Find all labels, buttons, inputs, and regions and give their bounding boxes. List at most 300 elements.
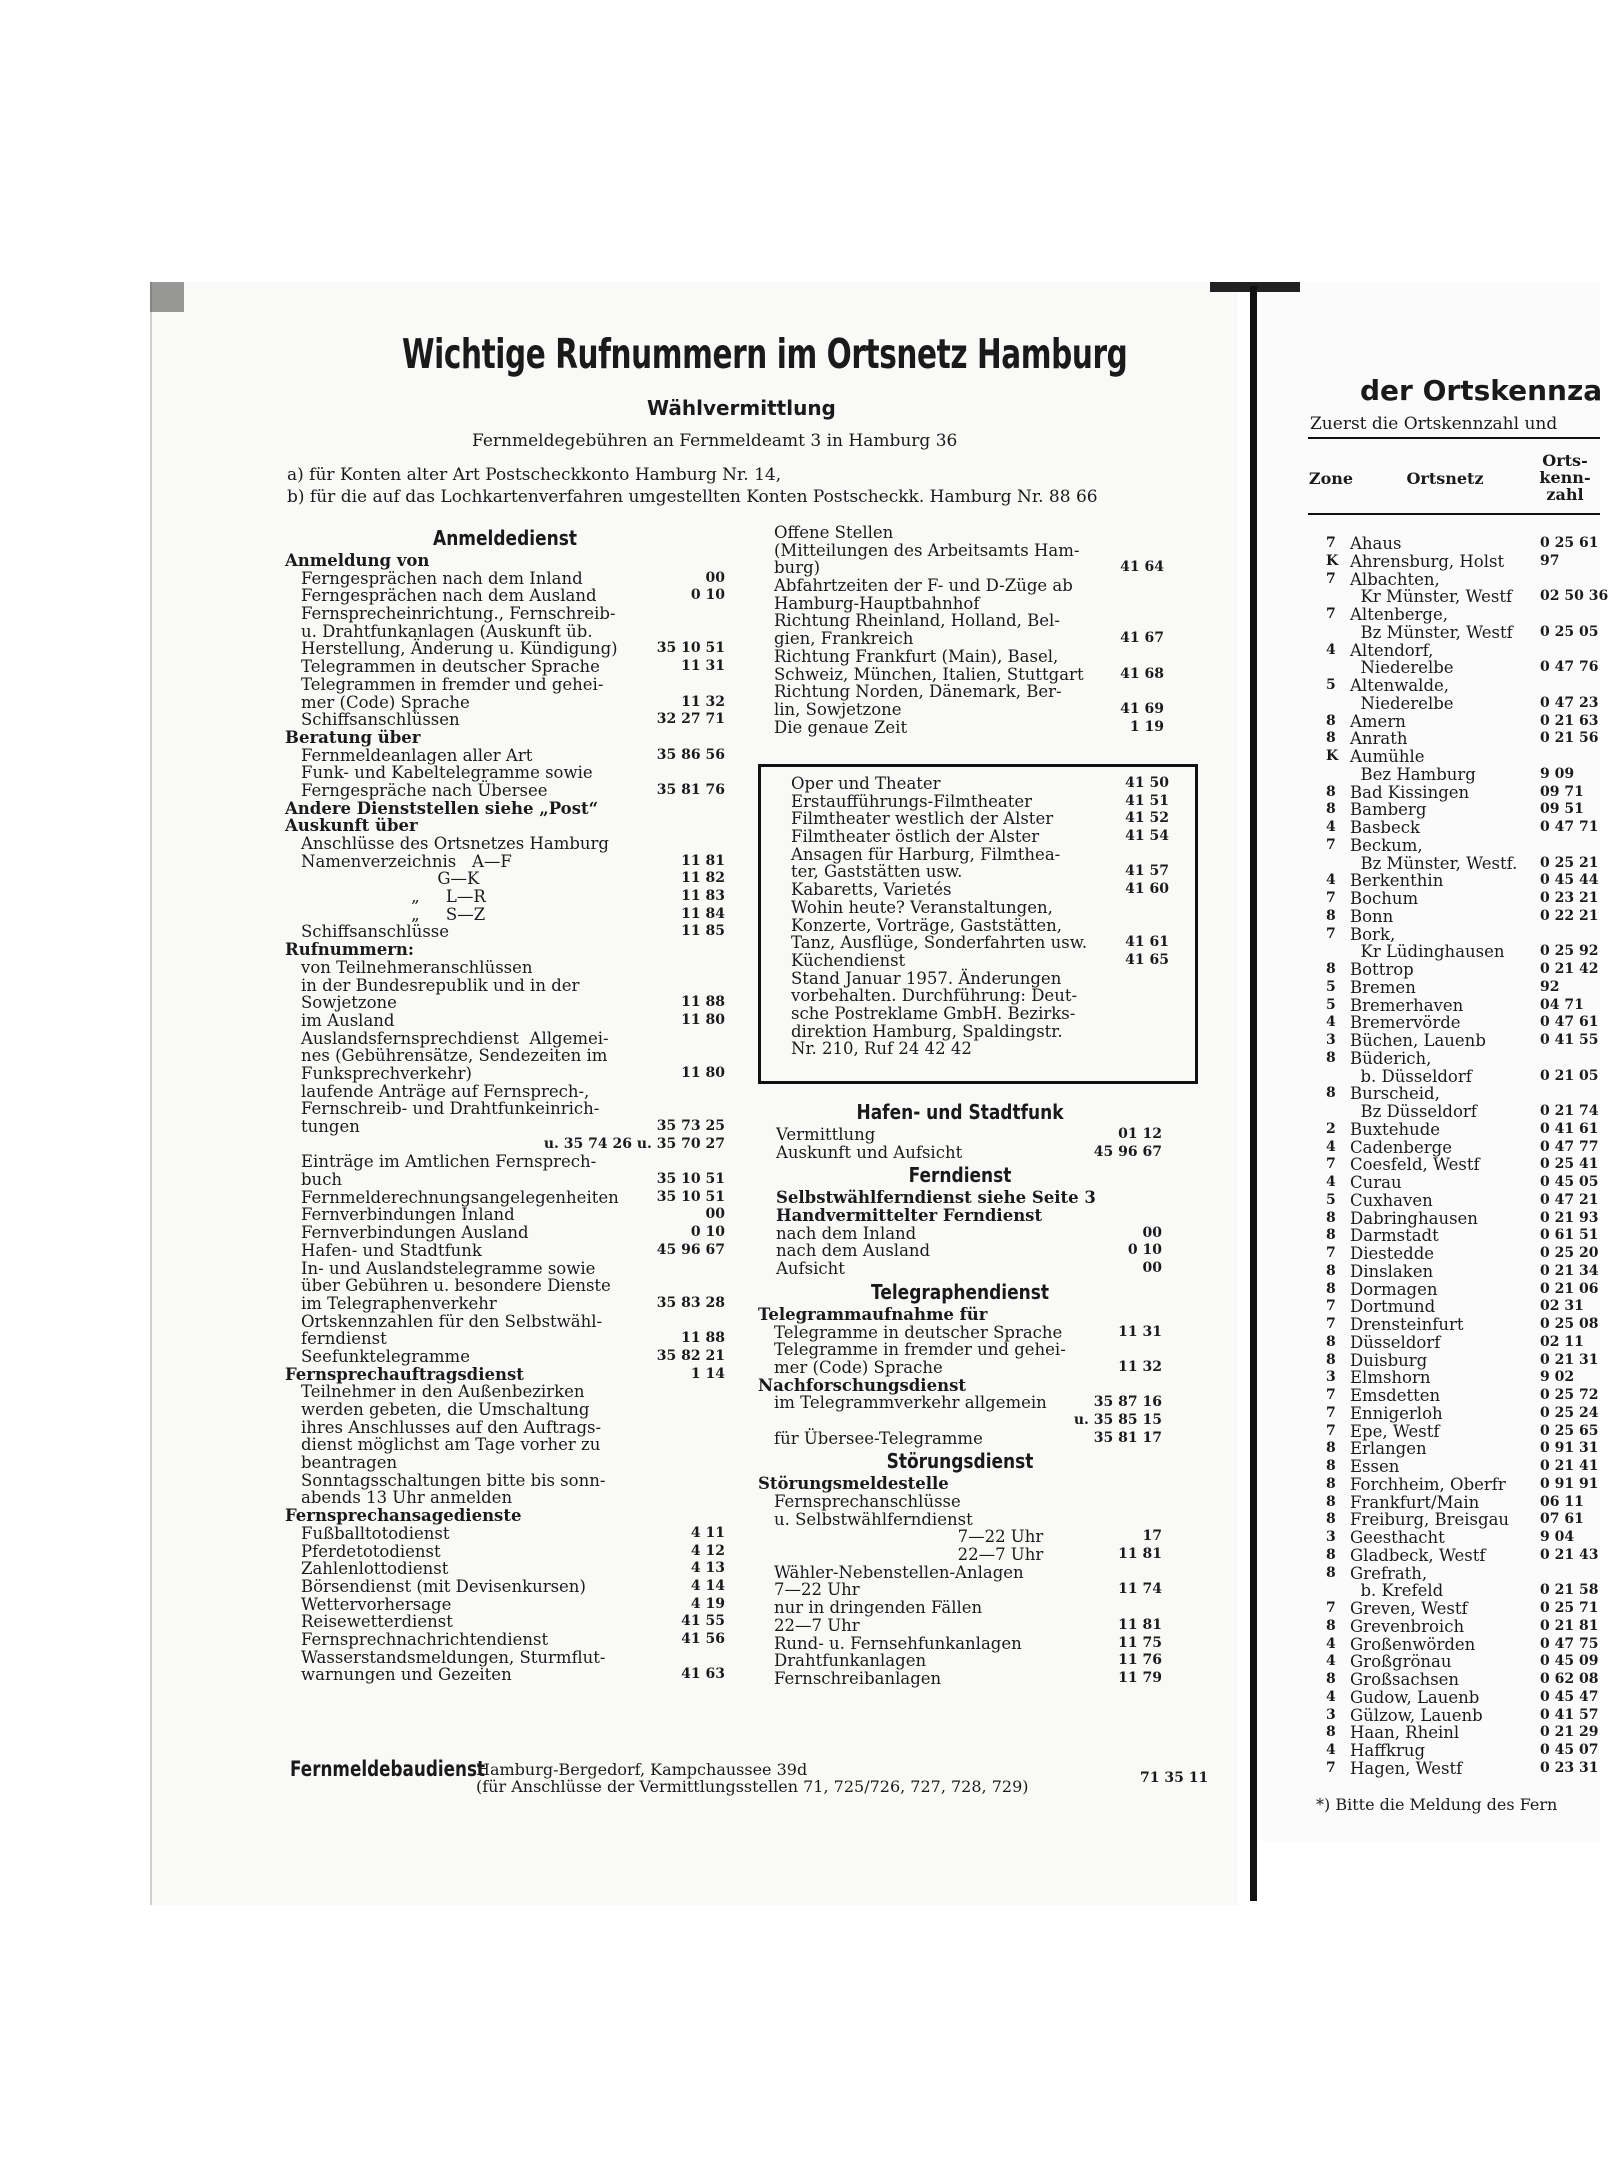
entry-number: 35 10 51 (656, 640, 725, 657)
entry-number: 0 10 (690, 587, 725, 604)
entry-number: 45 96 67 (1093, 1143, 1162, 1160)
entry-number: 11 85 (681, 923, 725, 940)
entry-row (758, 1652, 1162, 1670)
entry-number: 11 84 (681, 905, 725, 922)
ortskennzahl-row (1318, 1760, 1608, 1778)
entry-row (758, 1511, 1162, 1529)
entry-label: Abfahrtzeiten der F- und D-Züge ab (774, 576, 1073, 596)
zone-cell: 8 (1326, 712, 1336, 729)
entry-label: Filmtheater östlich der Alster (791, 827, 1040, 847)
entry-label: Wohin heute? Veranstaltungen, (791, 897, 1053, 917)
kennzahl-cell: 0 25 92 (1540, 943, 1599, 960)
entry-label: Funksprechverkehr) (301, 1063, 472, 1083)
entry-row (791, 1023, 1169, 1041)
ortsnetz-cell: Bochum (1350, 889, 1419, 908)
ortskennzahl-row (1318, 606, 1608, 624)
entry-label: 22—7 Uhr (774, 1615, 860, 1635)
page-subtitle: Wählvermittlung (647, 396, 836, 420)
entry-row (285, 1578, 725, 1596)
kennzahl-cell: 02 11 (1540, 1333, 1584, 1350)
entry-row (774, 683, 1164, 701)
ortsnetz-cell: Dormagen (1350, 1279, 1438, 1299)
entry-number: 11 88 (681, 994, 725, 1011)
entry-row (285, 1401, 725, 1419)
entry-number: u. 35 74 26 u. 35 70 27 (543, 1135, 725, 1152)
ortsnetz-cell: Bz Münster, Westf. (1350, 853, 1518, 873)
entry-row (285, 1596, 725, 1614)
entry-number: 32 27 71 (656, 711, 725, 728)
entry-label: G—K (301, 869, 480, 889)
ortskennzahl-row (1318, 1263, 1608, 1281)
zone-cell: 3 (1326, 1369, 1336, 1386)
zone-cell: K (1326, 748, 1339, 764)
entry-label: Konzerte, Vorträge, Gaststätten, (791, 915, 1063, 935)
entry-label: Auskunft und Aufsicht (776, 1142, 963, 1162)
entry-label: Richtung Frankfurt (Main), Basel, (774, 646, 1059, 666)
entry-row (285, 694, 725, 712)
entry-label: dienst möglichst am Tage vorher zu (301, 1435, 601, 1455)
entry-number: 11 80 (681, 1011, 725, 1028)
ortskennzahl-row (1318, 1210, 1608, 1228)
ortsnetz-cell: Elmshorn (1350, 1368, 1431, 1388)
ortsnetz-cell: Kr Münster, Westf (1350, 587, 1513, 607)
entry-row (774, 577, 1164, 595)
ortskennzahl-row (1318, 837, 1608, 855)
entry-number: 35 10 51 (656, 1188, 725, 1205)
entry-row (285, 817, 725, 835)
zone-cell: 7 (1326, 1422, 1336, 1439)
middle-top-rows (774, 524, 1164, 736)
entry-label: „ L—R (301, 887, 486, 907)
entry-row (285, 1525, 725, 1543)
entry-label: im Ausland (301, 1010, 395, 1030)
entry-label: Telegrammen in fremder und gehei- (301, 674, 604, 694)
entry-number: 00 (705, 1206, 725, 1223)
kennzahl-cell: 0 47 77 (1540, 1138, 1599, 1155)
entry-row (285, 623, 725, 641)
entry-label: Aufsicht (776, 1259, 845, 1279)
entry-row (758, 1564, 1162, 1582)
zone-cell: 5 (1326, 996, 1336, 1013)
entry-row (285, 1507, 725, 1525)
ortskennzahl-row (1318, 1600, 1608, 1618)
ortskennzahl-row (1318, 1068, 1608, 1086)
ortskennzahl-row (1318, 1050, 1608, 1068)
fernmeldebaudienst-number: 71 35 11 (1140, 1770, 1209, 1786)
entry-row (285, 658, 725, 676)
entry-number: 41 64 (1120, 559, 1164, 576)
zone-cell: 4 (1326, 819, 1336, 835)
entry-row (758, 1412, 1162, 1430)
ortskennzahl-row (1318, 535, 1608, 553)
entry-row (758, 1430, 1162, 1448)
entry-row (285, 782, 725, 800)
entry-label: Tanz, Ausflüge, Sonderfahrten usw. (791, 933, 1088, 953)
entry-label: Nachforschungsdienst (758, 1375, 966, 1395)
ortsnetz-cell: Haan, Rheinl (1350, 1723, 1460, 1743)
entry-number: 11 81 (1118, 1546, 1162, 1563)
zone-cell: 8 (1326, 1511, 1336, 1528)
zone-cell: 8 (1326, 907, 1336, 924)
entry-label: burg) (774, 558, 821, 578)
entry-row (758, 1377, 1162, 1395)
zone-cell: 4 (1326, 1014, 1336, 1031)
ortsnetz-cell: Bz Münster, Westf (1350, 622, 1513, 642)
entry-label: Fernsprechansagedienste (285, 1506, 522, 1526)
entry-number: 11 79 (1118, 1669, 1162, 1686)
ortsnetz-cell: Bez Hamburg (1350, 764, 1476, 784)
kennzahl-cell: 0 41 61 (1540, 1120, 1599, 1137)
kennzahl-cell: 0 25 65 (1540, 1422, 1599, 1439)
entry-label: Andere Dienststellen siehe „Post“ (285, 798, 599, 818)
entry-label: „ S—Z (301, 904, 486, 924)
box-rows (791, 775, 1169, 1058)
kennzahl-cell: 0 25 72 (1540, 1387, 1599, 1403)
entry-row (758, 1546, 1162, 1564)
ortskennzahl-row (1318, 553, 1608, 571)
entry-row (791, 775, 1169, 793)
zone-cell: 8 (1326, 1493, 1336, 1510)
ortskennzahl-row (1318, 642, 1608, 660)
entry-row (285, 1171, 725, 1189)
entry-number: 41 65 (1125, 951, 1169, 968)
ortsnetz-cell: Geesthacht (1350, 1528, 1445, 1547)
kennzahl-cell: 06 11 (1540, 1493, 1584, 1510)
entry-number: 17 (1142, 1528, 1162, 1545)
hafen-rows (758, 1126, 1162, 1161)
zone-cell: 4 (1326, 1742, 1336, 1758)
ortsnetz-cell: Burscheid, (1350, 1084, 1440, 1104)
kennzahl-cell: 0 21 56 (1540, 730, 1599, 747)
zone-cell: 5 (1326, 1191, 1336, 1208)
entry-label: Ortskennzahlen für den Selbstwähl- (301, 1311, 603, 1331)
kennzahl-cell: 0 25 20 (1540, 1245, 1599, 1261)
ortskennzahl-row (1318, 1121, 1608, 1139)
zone-cell: 8 (1326, 1209, 1336, 1226)
entry-label: Funk- und Kabeltelegramme sowie (301, 763, 593, 783)
ortskennzahl-row (1318, 1458, 1608, 1476)
zone-cell: 3 (1326, 1706, 1336, 1723)
entry-label: nach dem Inland (776, 1223, 917, 1243)
entry-row (285, 1613, 725, 1631)
zone-cell: 8 (1326, 1564, 1336, 1581)
ortsnetz-cell: Bamberg (1350, 800, 1427, 820)
ortskennzahl-row (1318, 1085, 1608, 1103)
ortsnetz-cell: Bremen (1350, 977, 1416, 997)
ortskennzahl-row (1318, 855, 1608, 873)
entry-row (791, 863, 1169, 881)
section-title-hafen: Hafen- und Stadtfunk (856, 1100, 1064, 1124)
entry-label: Teilnehmer in den Außenbezirken (301, 1382, 585, 1402)
entry-label: Wasserstandsmeldungen, Sturmflut- (301, 1647, 606, 1667)
ortskennzahl-row (1318, 1547, 1608, 1565)
ortsnetz-cell: Grefrath, (1350, 1563, 1428, 1583)
entry-number: 01 12 (1118, 1126, 1162, 1142)
kennzahl-cell: 09 51 (1540, 801, 1584, 818)
ortskennzahl-row (1318, 571, 1608, 589)
entry-row (285, 570, 725, 588)
entry-row (791, 881, 1169, 899)
ortsnetz-cell: Buxtehude (1350, 1119, 1441, 1139)
entertainment-box (758, 764, 1198, 1084)
scan-artifact (150, 282, 184, 312)
entry-label: ferndienst (301, 1329, 387, 1349)
ortskennzahl-row (1318, 1192, 1608, 1210)
entry-number: 41 60 (1125, 881, 1169, 898)
section-title-stoerungsdienst: Störungsdienst (886, 1449, 1034, 1474)
entry-row (791, 899, 1169, 917)
entry-label: lin, Sowjetzone (774, 699, 902, 719)
ortsnetz-cell: Dinslaken (1350, 1261, 1434, 1281)
entry-row (791, 1005, 1169, 1023)
entry-row (285, 1242, 725, 1260)
entry-row (776, 1189, 1162, 1207)
entry-row (285, 1330, 725, 1348)
right-page-rule (1308, 437, 1600, 439)
ortsnetz-cell: Altenberge, (1350, 605, 1449, 624)
kennzahl-cell: 0 47 71 (1540, 819, 1599, 835)
ortsnetz-cell: Duisburg (1350, 1350, 1428, 1370)
kennzahl-cell: 0 21 43 (1540, 1546, 1599, 1563)
kennzahl-cell: 0 45 05 (1540, 1174, 1599, 1190)
ortskennzahl-row (1318, 997, 1608, 1015)
entry-row (285, 1436, 725, 1454)
entry-number: 41 67 (1120, 630, 1164, 647)
zone-cell: 4 (1326, 1688, 1336, 1705)
zone-cell: 7 (1326, 1245, 1336, 1261)
ortsnetz-cell: Forchheim, Oberfr (1350, 1474, 1506, 1494)
entry-label: Küchendienst (791, 950, 906, 970)
entry-number: 35 10 51 (656, 1171, 725, 1188)
entry-row (285, 1454, 725, 1472)
kennzahl-cell: 0 21 74 (1540, 1103, 1599, 1119)
entry-row (285, 1313, 725, 1331)
kennzahl-cell: 0 45 07 (1540, 1742, 1599, 1758)
entry-label: Börsendienst (mit Devisenkursen) (301, 1576, 586, 1596)
kennzahl-cell: 9 02 (1540, 1369, 1575, 1386)
entry-label: Filmtheater westlich der Alster (791, 809, 1054, 829)
ortskennzahl-row (1318, 1511, 1608, 1529)
entry-row (758, 1493, 1162, 1511)
entry-label: Fernschreibanlagen (774, 1668, 942, 1688)
ortskennzahl-row (1318, 1742, 1608, 1760)
ortskennzahl-row (1318, 1476, 1608, 1494)
zone-cell: 7 (1326, 1156, 1336, 1173)
zone-cell: 7 (1326, 890, 1336, 906)
kennzahl-cell: 0 21 41 (1540, 1458, 1599, 1474)
ortsnetz-cell: Ennigerloh (1350, 1403, 1443, 1423)
entry-label: u. Drahtfunkanlagen (Auskunft üb. (301, 621, 593, 641)
kennzahl-cell: 0 21 06 (1540, 1280, 1599, 1297)
entry-row (285, 977, 725, 995)
entry-row (285, 1383, 725, 1401)
entry-label: Telegramme in fremder und gehei- (774, 1340, 1066, 1360)
entry-row (285, 1472, 725, 1490)
kennzahl-cell: 9 04 (1540, 1529, 1575, 1545)
entry-number: 35 81 76 (656, 781, 725, 798)
tele-rows (758, 1306, 1162, 1448)
ortskennzahl-row (1318, 730, 1608, 748)
kennzahl-cell: 0 45 09 (1540, 1653, 1599, 1670)
entry-row (285, 800, 725, 818)
entry-number: 4 12 (690, 1542, 725, 1559)
ortsnetz-cell: Bottrop (1350, 960, 1414, 979)
ortsnetz-cell: Basbeck (1350, 818, 1420, 837)
entry-row (774, 630, 1164, 648)
entry-number: 41 50 (1125, 775, 1169, 791)
zone-cell: 4 (1326, 1174, 1336, 1190)
entry-label: Selbstwählferndienst siehe Seite 3 (776, 1188, 1096, 1208)
entry-row (774, 701, 1164, 719)
zone-cell: 8 (1326, 1546, 1336, 1563)
entry-number: 41 54 (1125, 828, 1169, 845)
entry-row (774, 612, 1164, 630)
entry-row (285, 1260, 725, 1278)
kennzahl-cell: 0 25 41 (1540, 1156, 1599, 1173)
entry-label: ihres Anschlusses auf den Auftrags- (301, 1417, 602, 1437)
entry-row (285, 605, 725, 623)
entry-label: direktion Hamburg, Spaldingstr. (791, 1021, 1063, 1041)
entry-row (774, 559, 1164, 577)
entry-label: für Übersee-Telegramme (774, 1428, 983, 1448)
zone-cell: 8 (1326, 1475, 1336, 1492)
ortsnetz-cell: Bonn (1350, 906, 1394, 926)
entry-row (758, 1475, 1162, 1493)
kennzahl-cell: 0 25 24 (1540, 1404, 1599, 1421)
entry-label: Ferngesprächen nach dem Inland (301, 568, 583, 588)
kennzahl-cell: 0 91 91 (1540, 1475, 1599, 1492)
ortsnetz-cell: Düsseldorf (1350, 1332, 1441, 1352)
zone-cell: 7 (1326, 535, 1336, 551)
ortskennzahl-row (1318, 1653, 1608, 1671)
kennzahl-cell: 0 91 31 (1540, 1440, 1599, 1457)
entry-row (791, 846, 1169, 864)
ortskennzahl-row (1318, 1724, 1608, 1742)
entry-number: 35 86 56 (656, 746, 725, 763)
entry-label: Fernsprechanschlüsse (774, 1492, 961, 1511)
ortskennzahl-row (1318, 908, 1608, 926)
entry-label: Seefunktelegramme (301, 1346, 470, 1366)
kennzahl-cell: 02 50 36 (1540, 588, 1608, 605)
entry-label: Drahtfunkanlagen (774, 1651, 927, 1671)
zone-cell: 5 (1326, 978, 1336, 995)
entry-row (758, 1359, 1162, 1377)
entry-label: Zahlenlottodienst (301, 1559, 449, 1579)
entry-row (285, 764, 725, 782)
entry-row (776, 1242, 1162, 1260)
zone-cell: 7 (1326, 1316, 1336, 1332)
entry-label: nes (Gebührensätze, Sendezeiten im (301, 1046, 608, 1066)
ortsnetz-cell: Gülzow, Lauenb (1350, 1705, 1483, 1725)
kennzahl-cell: 0 47 76 (1540, 659, 1599, 676)
ortskennzahl-row (1318, 766, 1608, 784)
ortskennzahl-row (1318, 1707, 1608, 1725)
fernmeldebaudienst-label: Fernmeldebaudienst (290, 1757, 486, 1781)
entry-number: 4 11 (690, 1524, 725, 1541)
entry-label: Richtung Norden, Dänemark, Ber- (774, 682, 1062, 702)
ortskennzahl-row (1318, 1440, 1608, 1458)
entry-row (758, 1635, 1162, 1653)
ortskennzahl-row (1318, 1369, 1608, 1387)
ortsnetz-cell: Büchen, Lauenb (1350, 1031, 1486, 1050)
entry-label: 7—22 Uhr (774, 1527, 1044, 1547)
entry-row (758, 1341, 1162, 1359)
ortsnetz-cell: Hagen, Westf (1350, 1758, 1463, 1778)
entry-label: Oper und Theater (791, 774, 941, 793)
entry-row (285, 1047, 725, 1065)
section-title-ferndienst: Ferndienst (908, 1163, 1012, 1188)
entry-number: 11 31 (681, 658, 725, 675)
kennzahl-cell: 0 23 21 (1540, 890, 1599, 906)
ortskennzahl-row (1318, 979, 1608, 997)
zone-cell: 8 (1326, 730, 1336, 747)
ortsnetz-cell: Berkenthin (1350, 871, 1444, 891)
ortskennzahl-row (1318, 748, 1608, 766)
kennzahl-cell: 0 21 63 (1540, 712, 1599, 729)
zone-cell: K (1326, 552, 1339, 569)
ortskennzahl-row (1318, 801, 1608, 819)
entry-row (285, 1560, 725, 1578)
ortsnetz-cell: Coesfeld, Westf (1350, 1155, 1480, 1175)
kennzahl-cell: 09 71 (1540, 783, 1584, 800)
entry-row (285, 1295, 725, 1313)
entry-row (758, 1324, 1162, 1342)
kennzahl-cell: 0 21 81 (1540, 1617, 1599, 1634)
ortskennzahl-row (1318, 1565, 1608, 1583)
entry-label: Anmeldung von (285, 551, 430, 570)
entry-row (285, 1065, 725, 1083)
entry-label: in der Bundesrepublik und in der (301, 975, 580, 995)
entry-label: tungen (301, 1117, 360, 1136)
entry-number: 35 73 25 (656, 1118, 725, 1134)
entry-number: 41 69 (1120, 700, 1164, 717)
ortsnetz-cell: Großsachsen (1350, 1670, 1460, 1689)
entry-row (758, 1528, 1162, 1546)
zone-cell: 8 (1326, 1262, 1336, 1279)
kennzahl-cell: 0 61 51 (1540, 1227, 1599, 1244)
zone-cell: 7 (1326, 606, 1336, 622)
ortskennzahl-row (1318, 890, 1608, 908)
entry-label: Fernsprechnachrichtendienst (301, 1629, 549, 1649)
ortskennzahl-row (1318, 1671, 1608, 1689)
ortskennzahl-row (1318, 784, 1608, 802)
fernmeldebaudienst-note: (für Anschlüsse der Vermittlungsstellen 71, 725/726, 727, 728, 729) (476, 1777, 1029, 1796)
kennzahl-cell: 0 21 31 (1540, 1351, 1599, 1368)
entry-row (285, 676, 725, 694)
kennzahl-cell: 04 71 (1540, 996, 1584, 1013)
entry-row (285, 1083, 725, 1101)
entry-number: 41 56 (681, 1630, 725, 1647)
entry-label: Sonntagsschaltungen bitte bis sonn- (301, 1470, 606, 1490)
ortsnetz-cell: Cadenberge (1350, 1137, 1452, 1157)
ortsnetz-cell: Bork, (1350, 924, 1396, 944)
entry-label: mer (Code) Sprache (774, 1357, 943, 1377)
entry-label: Vermittlung (776, 1125, 876, 1144)
ortskennzahl-row (1318, 1298, 1608, 1316)
entry-label: Wähler-Nebenstellen-Anlagen (774, 1562, 1024, 1582)
zone-cell: 8 (1326, 801, 1336, 818)
entry-label: beantragen (301, 1453, 398, 1473)
ortsnetz-cell: Großgrönau (1350, 1652, 1452, 1672)
entry-row (285, 1419, 725, 1437)
entry-row (285, 1012, 725, 1030)
entry-number: 41 51 (1125, 792, 1169, 809)
entry-number: 11 81 (681, 852, 725, 869)
entry-row (285, 1543, 725, 1561)
entry-number: 11 31 (1118, 1323, 1162, 1340)
entry-number: 11 80 (681, 1064, 725, 1081)
entry-label: Telegramme in deutscher Sprache (774, 1322, 1063, 1342)
